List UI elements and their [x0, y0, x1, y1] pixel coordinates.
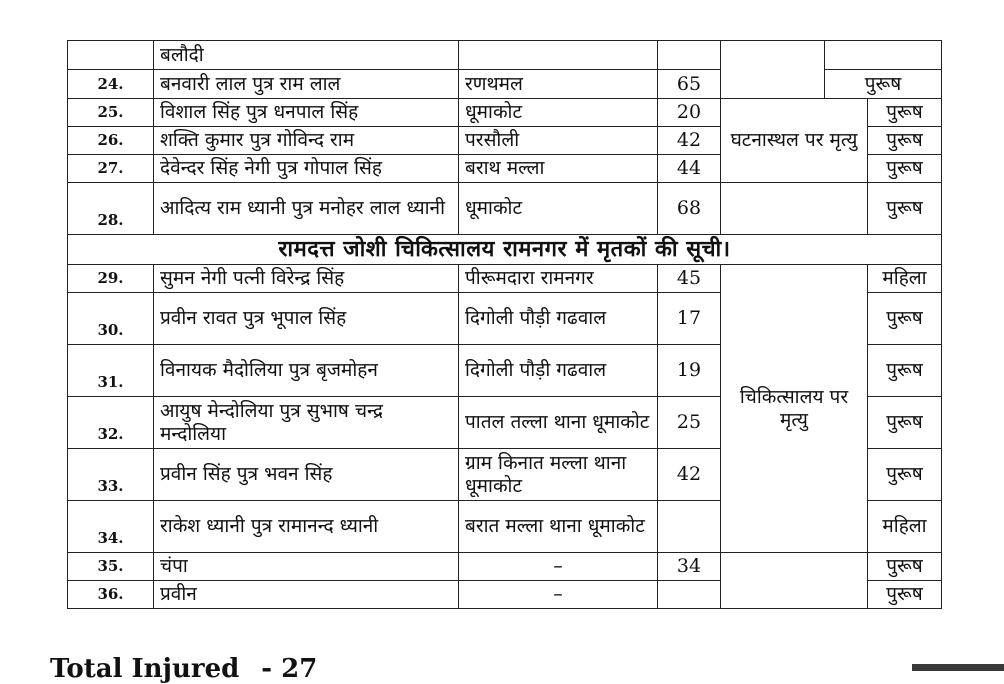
place-cell: ग्राम किनात मल्ला थाना धूमाकोट: [459, 449, 658, 501]
death-place-cell: चिकित्सालय पर मृत्यु: [721, 265, 868, 553]
place-cell: परसौली: [459, 127, 658, 155]
age-cell: 25: [658, 397, 721, 449]
age-cell: 34: [658, 553, 721, 581]
serial-number-cell: 30.: [68, 293, 154, 345]
place-cell: [459, 41, 658, 70]
gender-cell: पुरूष: [868, 553, 942, 581]
serial-number-cell: 31.: [68, 345, 154, 397]
place-cell: धूमाकोट: [459, 183, 658, 235]
age-cell: [658, 501, 721, 553]
total-injured-value: - 27: [261, 654, 318, 684]
name-cell: आदित्य राम ध्यानी पुत्र मनोहर लाल ध्यानी: [154, 183, 459, 235]
serial-number-cell: 24.: [68, 70, 154, 99]
casualty-list-document: [67, 40, 941, 609]
table-row: [68, 99, 942, 127]
death-place-cell: [721, 41, 825, 99]
gender-cell: पुरूष: [825, 70, 942, 99]
table-row: [68, 183, 942, 235]
name-cell: चंपा: [154, 553, 459, 581]
gender-cell: पुरूष: [868, 449, 942, 501]
table-row: [68, 553, 942, 581]
serial-number-cell: 32.: [68, 397, 154, 449]
place-cell: –: [459, 553, 658, 581]
name-cell: प्रवीन सिंह पुत्र भवन सिंह: [154, 449, 459, 501]
serial-number-cell: 29.: [68, 265, 154, 293]
name-cell: शक्ति कुमार पुत्र गोविन्द राम: [154, 127, 459, 155]
place-cell: पातल तल्ला थाना धूमाकोट: [459, 397, 658, 449]
age-cell: 20: [658, 99, 721, 127]
section-heading-row: [68, 235, 942, 265]
serial-number-cell: 35.: [68, 553, 154, 581]
name-cell: प्रवीन रावत पुत्र भूपाल सिंह: [154, 293, 459, 345]
gender-cell: [825, 41, 942, 70]
death-place-cell: [721, 553, 868, 609]
serial-number-cell: 27.: [68, 155, 154, 183]
age-cell: 19: [658, 345, 721, 397]
gender-cell: पुरूष: [868, 183, 942, 235]
name-cell: विशाल सिंह पुत्र धनपाल सिंह: [154, 99, 459, 127]
name-cell: विनायक मैदोलिया पुत्र बृजमोहन: [154, 345, 459, 397]
page-edge-mark: [912, 664, 1004, 671]
serial-number-cell: 34.: [68, 501, 154, 553]
age-cell: 42: [658, 449, 721, 501]
name-cell: राकेश ध्यानी पुत्र रामानन्द ध्यानी: [154, 501, 459, 553]
place-cell: धूमाकोट: [459, 99, 658, 127]
table-row: [68, 265, 942, 293]
serial-number-cell: 28.: [68, 183, 154, 235]
place-cell: रणथमल: [459, 70, 658, 99]
gender-cell: पुरूष: [868, 293, 942, 345]
total-injured-label: Total Injured: [50, 654, 240, 684]
place-cell: पीरूमदारा रामनगर: [459, 265, 658, 293]
place-cell: दिगोली पौड़ी गढवाल: [459, 293, 658, 345]
place-cell: दिगोली पौड़ी गढवाल: [459, 345, 658, 397]
age-cell: [658, 41, 721, 70]
gender-cell: पुरूष: [868, 99, 942, 127]
death-place-cell: घटनास्थल पर मृत्यु: [721, 99, 868, 183]
age-cell: 65: [658, 70, 721, 99]
age-cell: [658, 581, 721, 609]
gender-cell: पुरूष: [868, 345, 942, 397]
serial-number-cell: 36.: [68, 581, 154, 609]
gender-cell: महिला: [868, 265, 942, 293]
name-cell: बलौदी: [154, 41, 459, 70]
serial-number-cell: 25.: [68, 99, 154, 127]
gender-cell: पुरूष: [868, 127, 942, 155]
name-cell: देवेन्दर सिंह नेगी पुत्र गोपाल सिंह: [154, 155, 459, 183]
place-cell: बराथ मल्ला: [459, 155, 658, 183]
age-cell: 42: [658, 127, 721, 155]
place-cell: –: [459, 581, 658, 609]
name-cell: प्रवीन: [154, 581, 459, 609]
name-cell: आयुष मेन्दोलिया पुत्र सुभाष चन्द्र मन्दोलिया: [154, 397, 459, 449]
age-cell: 68: [658, 183, 721, 235]
age-cell: 44: [658, 155, 721, 183]
table-row: [68, 41, 942, 70]
gender-cell: पुरूष: [868, 581, 942, 609]
name-cell: सुमन नेगी पत्नी विरेन्द्र सिंह: [154, 265, 459, 293]
age-cell: 45: [658, 265, 721, 293]
serial-number-cell: 26.: [68, 127, 154, 155]
gender-cell: पुरूष: [868, 155, 942, 183]
name-cell: बनवारी लाल पुत्र राम लाल: [154, 70, 459, 99]
death-place-cell: [721, 183, 868, 235]
place-cell: बरात मल्ला थाना धूमाकोट: [459, 501, 658, 553]
serial-number-cell: 33.: [68, 449, 154, 501]
section-heading: रामदत्त जोशी चिकित्सालय रामनगर में मृतकों की सूची।: [68, 235, 942, 265]
gender-cell: महिला: [868, 501, 942, 553]
serial-number-cell: [68, 41, 154, 70]
casualty-table: [67, 40, 942, 609]
age-cell: 17: [658, 293, 721, 345]
gender-cell: पुरूष: [868, 397, 942, 449]
total-injured-heading: [50, 654, 317, 684]
